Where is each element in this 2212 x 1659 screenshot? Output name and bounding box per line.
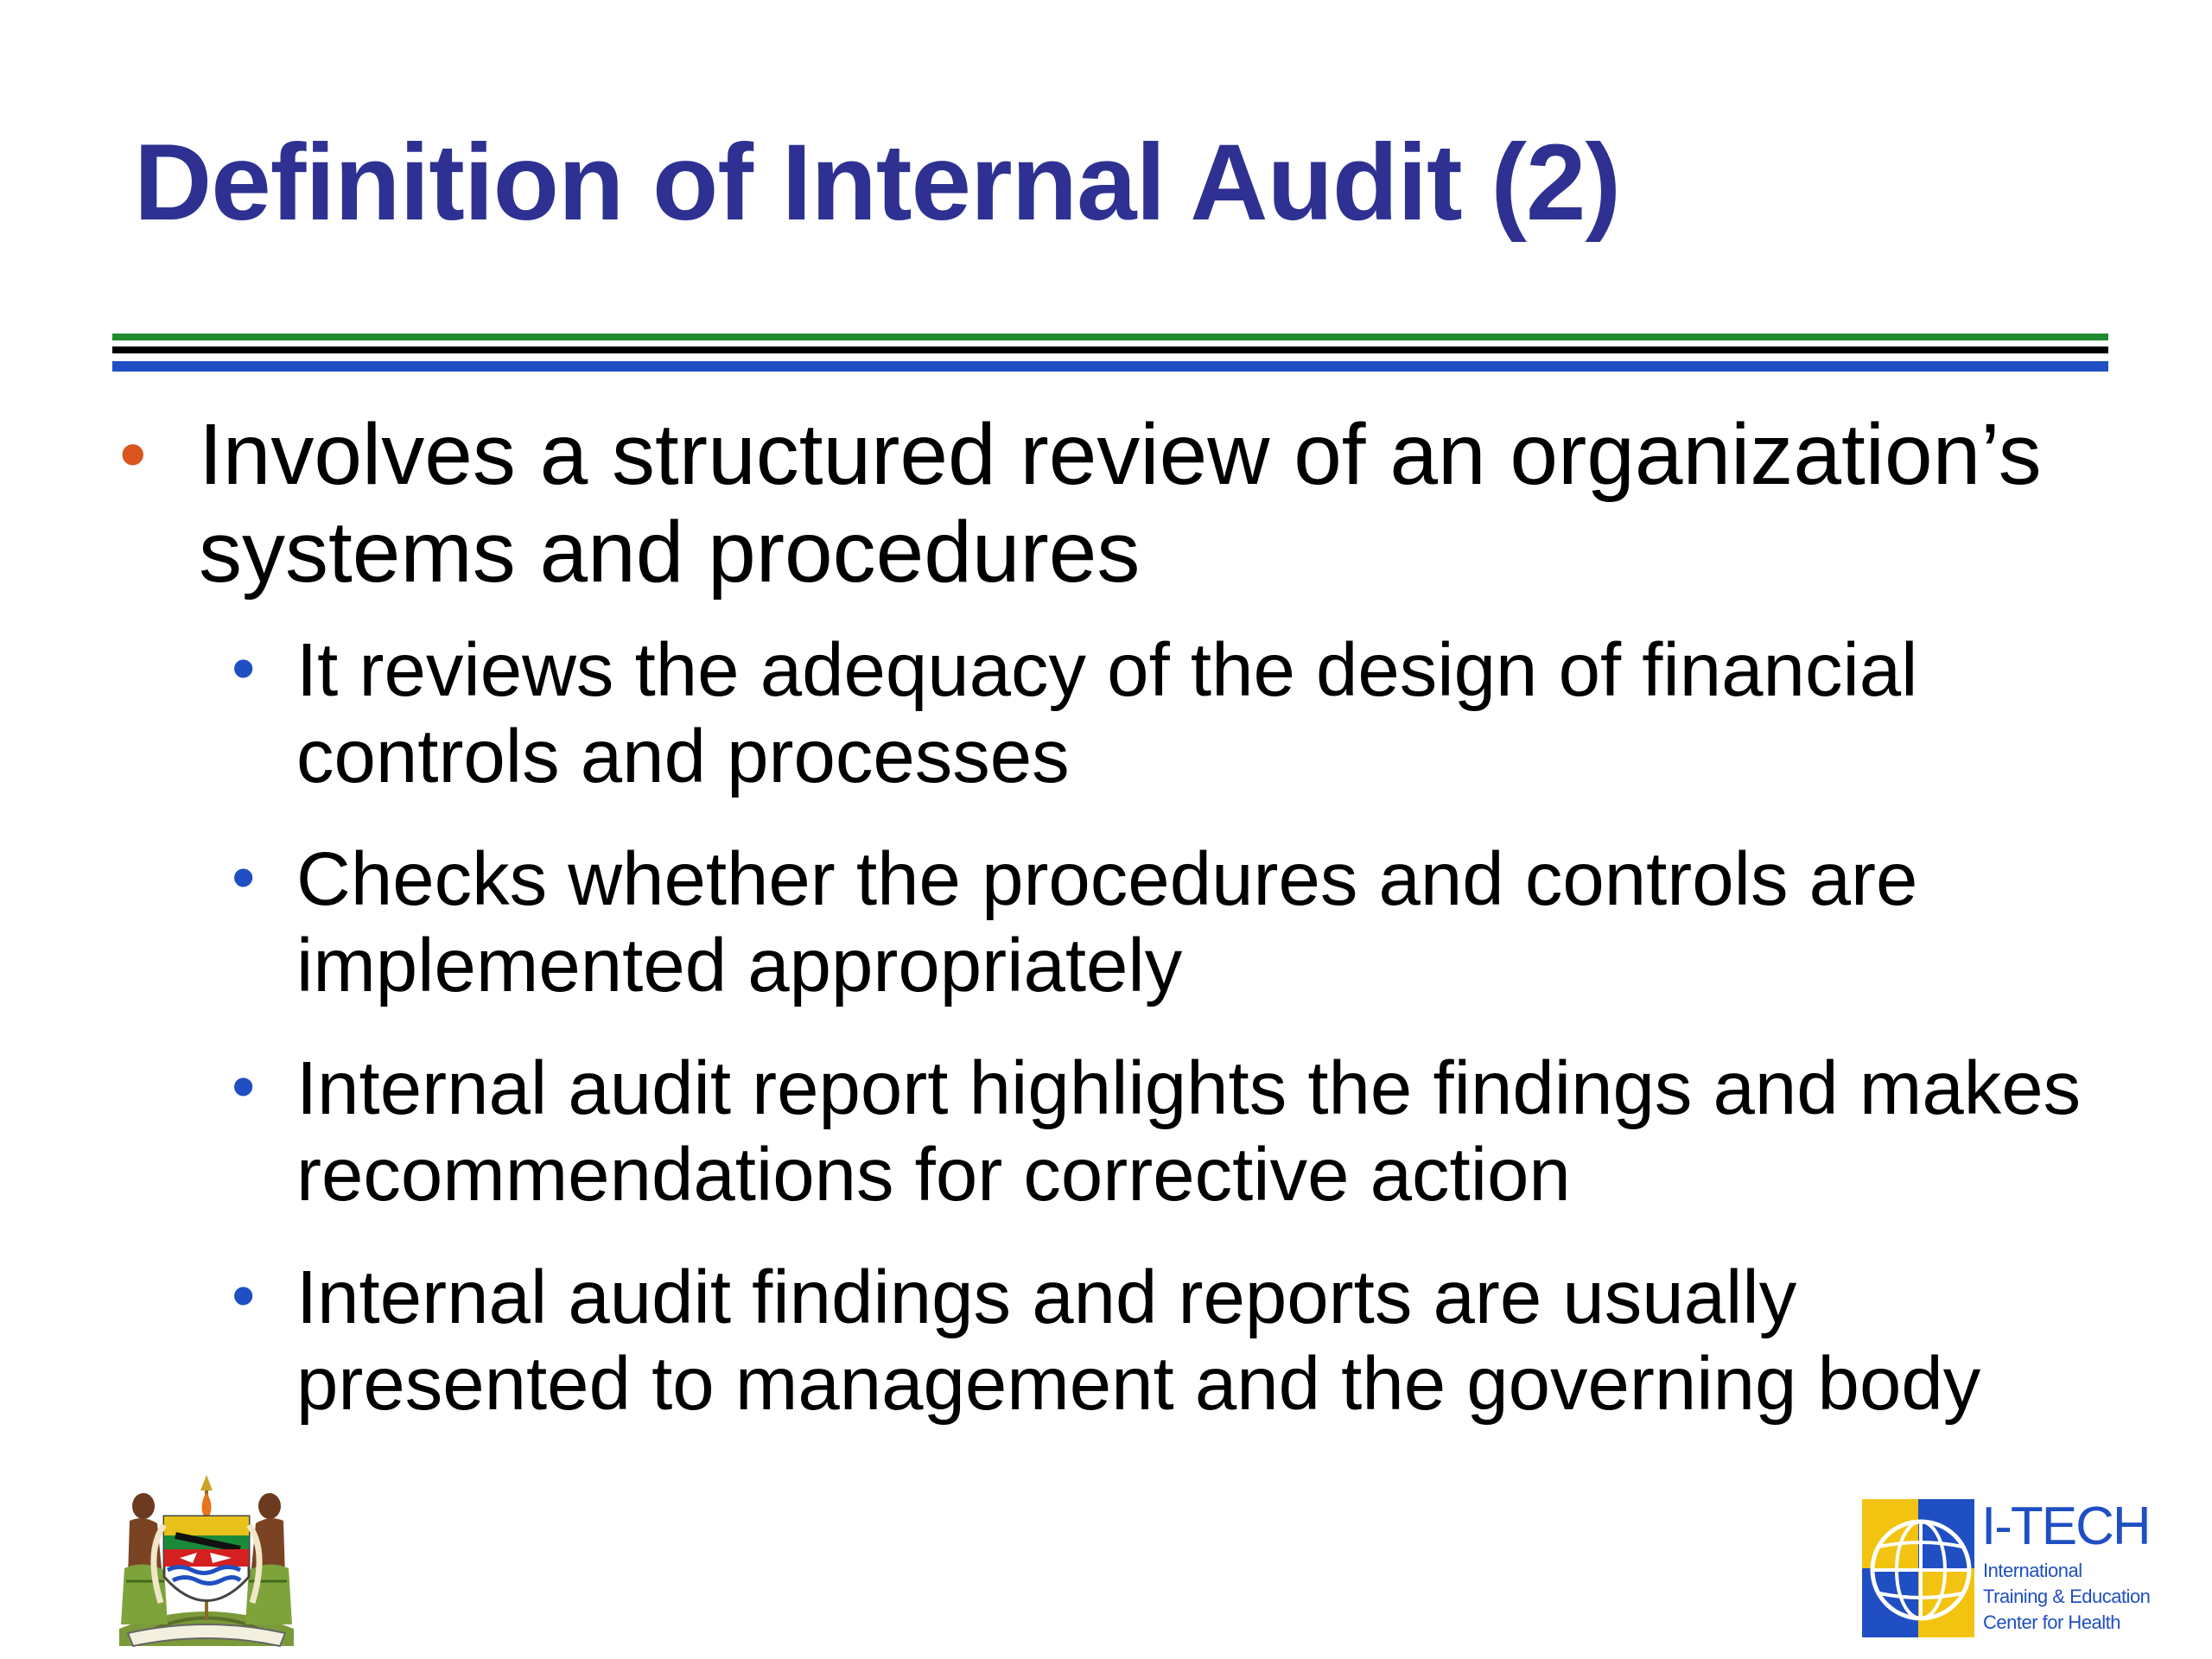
sub-bullet-item xyxy=(232,627,2126,800)
sub-bullet-text: Internal audit report highlights the findings and makes recommendations for corrective action xyxy=(296,1046,2082,1217)
sub-bullet-item xyxy=(232,1046,2126,1218)
sub-bullet-text: Checks whether the procedures and controls are implemented appropriately xyxy=(296,837,1918,1007)
itech-tagline-1: International xyxy=(1983,1560,2082,1581)
sub-bullet-text: Internal audit findings and reports are usually presented to management and the governing body xyxy=(296,1255,1981,1426)
bullet-marker: • xyxy=(119,411,147,498)
tanzania-coat-of-arms-icon xyxy=(111,1473,302,1655)
divider-blue xyxy=(112,361,2108,372)
sub-bullet-marker: • xyxy=(232,630,256,706)
itech-logo xyxy=(1862,1497,2151,1637)
sub-bullet-marker: • xyxy=(232,1048,256,1124)
divider-black xyxy=(112,346,2108,353)
sub-bullet-item xyxy=(232,1255,2126,1427)
sub-bullet-marker: • xyxy=(232,839,256,915)
slide-content xyxy=(112,406,2126,1464)
slide-title: Definition of Internal Audit (2) xyxy=(134,123,1621,243)
bullet-item xyxy=(112,406,2126,601)
itech-name: I-TECH xyxy=(1981,1497,2150,1556)
itech-tagline-3: Center for Health xyxy=(1983,1611,2121,1633)
sub-bullet-marker: • xyxy=(232,1257,256,1333)
itech-globe-icon xyxy=(1862,1499,1974,1637)
sub-bullet-text: It reviews the adequacy of the design of financial controls and processes xyxy=(296,628,1918,798)
divider-green xyxy=(112,334,2108,340)
bullet-text: Involves a structured review of an organization’s systems and procedures xyxy=(199,406,2042,601)
sub-bullet-item xyxy=(232,836,2126,1009)
itech-tagline-2: Training & Education xyxy=(1983,1586,2151,1607)
